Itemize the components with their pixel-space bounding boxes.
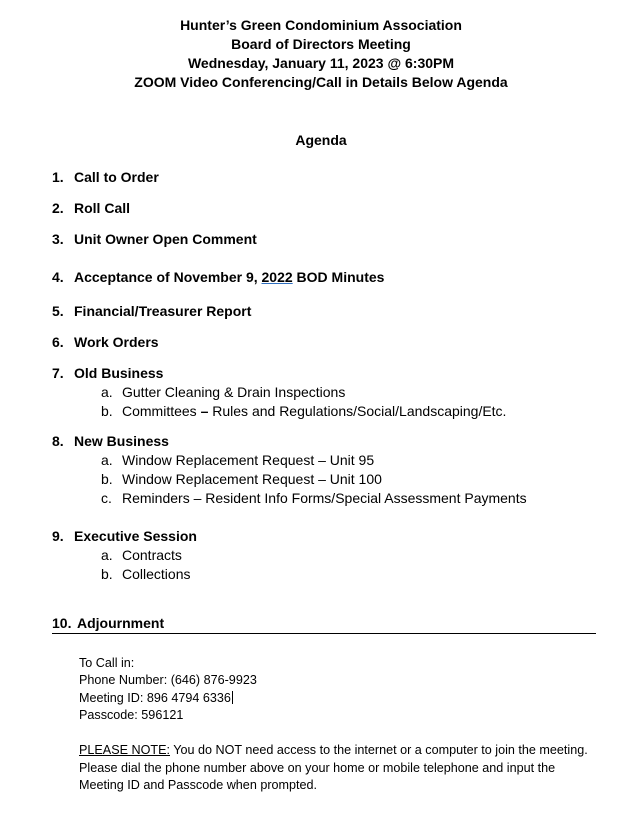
agenda-item-label: Work Orders [74, 334, 159, 350]
agenda-subitem [101, 565, 190, 584]
agenda-item-label: New Business [74, 433, 169, 449]
subitem-letter: a. [101, 547, 113, 563]
agenda-item-number: 10. [52, 615, 72, 631]
agenda-item-label: Acceptance of November 9, [74, 269, 262, 285]
agenda-item-number: 4. [52, 269, 64, 285]
agenda-item-number: 9. [52, 528, 64, 544]
agenda-item-5 [52, 302, 251, 321]
subitem-text: Window Replacement Request – Unit 95 [122, 452, 375, 468]
call-in-meeting-id [79, 690, 233, 708]
agenda-item-6 [52, 333, 159, 352]
call-in-heading: To Call in: [79, 656, 135, 670]
meeting-id-text: Meeting ID: 896 4794 6336 [79, 691, 231, 705]
agenda-subitem [101, 383, 345, 402]
agenda-title: Agenda [295, 132, 347, 148]
subitem-text: Committees [122, 403, 201, 419]
agenda-item-number: 1. [52, 169, 64, 185]
subitem-text: Window Replacement Request – Unit 100 [122, 471, 382, 487]
agenda-item-3 [52, 230, 257, 249]
subitem-letter: b. [101, 403, 113, 419]
agenda-subitem [101, 470, 382, 489]
please-note [79, 742, 591, 795]
agenda-subitem [101, 489, 527, 508]
agenda-subitem [101, 402, 506, 421]
agenda-item-number: 7. [52, 365, 64, 381]
text-cursor [232, 691, 233, 704]
section-divider [52, 633, 596, 634]
agenda-item-number: 6. [52, 334, 64, 350]
agenda-item-label: Old Business [74, 365, 164, 381]
agenda-item-number: 2. [52, 200, 64, 216]
subitem-text: Collections [122, 566, 191, 582]
agenda-item-label-end: BOD Minutes [292, 269, 385, 285]
subitem-letter: c. [101, 490, 112, 506]
agenda-item-1 [52, 168, 159, 187]
meeting-name: Board of Directors Meeting [231, 36, 411, 52]
agenda-item-4 [52, 268, 384, 287]
agenda-item-number: 5. [52, 303, 64, 319]
agenda-item-label: Unit Owner Open Comment [74, 231, 257, 247]
spellcheck-year: 2022 [261, 269, 293, 285]
association-name: Hunter’s Green Condominium Association [180, 17, 462, 33]
subitem-text: Gutter Cleaning & Drain Inspections [122, 384, 346, 400]
agenda-item-10 [52, 614, 164, 633]
agenda-item-label: Call to Order [74, 169, 159, 185]
subitem-letter: a. [101, 452, 113, 468]
subitem-text: Contracts [122, 547, 182, 563]
agenda-item-7 [52, 364, 163, 383]
agenda-item-number: 8. [52, 433, 64, 449]
call-in-passcode: Passcode: 596121 [79, 708, 184, 722]
agenda-item-8 [52, 432, 169, 451]
agenda-subitem [101, 546, 182, 565]
subitem-letter: b. [101, 471, 113, 487]
meeting-datetime: Wednesday, January 11, 2023 @ 6:30PM [187, 55, 455, 71]
note-text: You do NOT need access to the internet or a computer to join the meeting. Please dial the phone number above on your home or mobile telephone and input the Meeting ID and Passcode when prompted. [79, 743, 588, 793]
meeting-header [0, 16, 642, 92]
agenda-item-label: Financial/Treasurer Report [74, 303, 252, 319]
agenda-item-2 [52, 199, 130, 218]
agenda-item-label: Roll Call [74, 200, 131, 216]
subitem-text-end: Rules and Regulations/Social/Landscaping/Etc. [208, 403, 507, 419]
agenda-item-9 [52, 527, 197, 546]
subitem-letter: a. [101, 384, 113, 400]
call-in-phone: Phone Number: (646) 876-9923 [79, 673, 257, 687]
agenda-item-number: 3. [52, 231, 64, 247]
subitem-text: Reminders – Resident Info Forms/Special Assessment Payments [122, 490, 527, 506]
subitem-letter: b. [101, 566, 113, 582]
note-label: PLEASE NOTE: [79, 743, 170, 757]
meeting-format: ZOOM Video Conferencing/Call in Details Below Agenda [134, 74, 508, 90]
agenda-item-label: Adjournment [77, 615, 165, 631]
agenda-item-label: Executive Session [74, 528, 197, 544]
agenda-subitem [101, 451, 374, 470]
subitem-dash: – [200, 403, 209, 419]
